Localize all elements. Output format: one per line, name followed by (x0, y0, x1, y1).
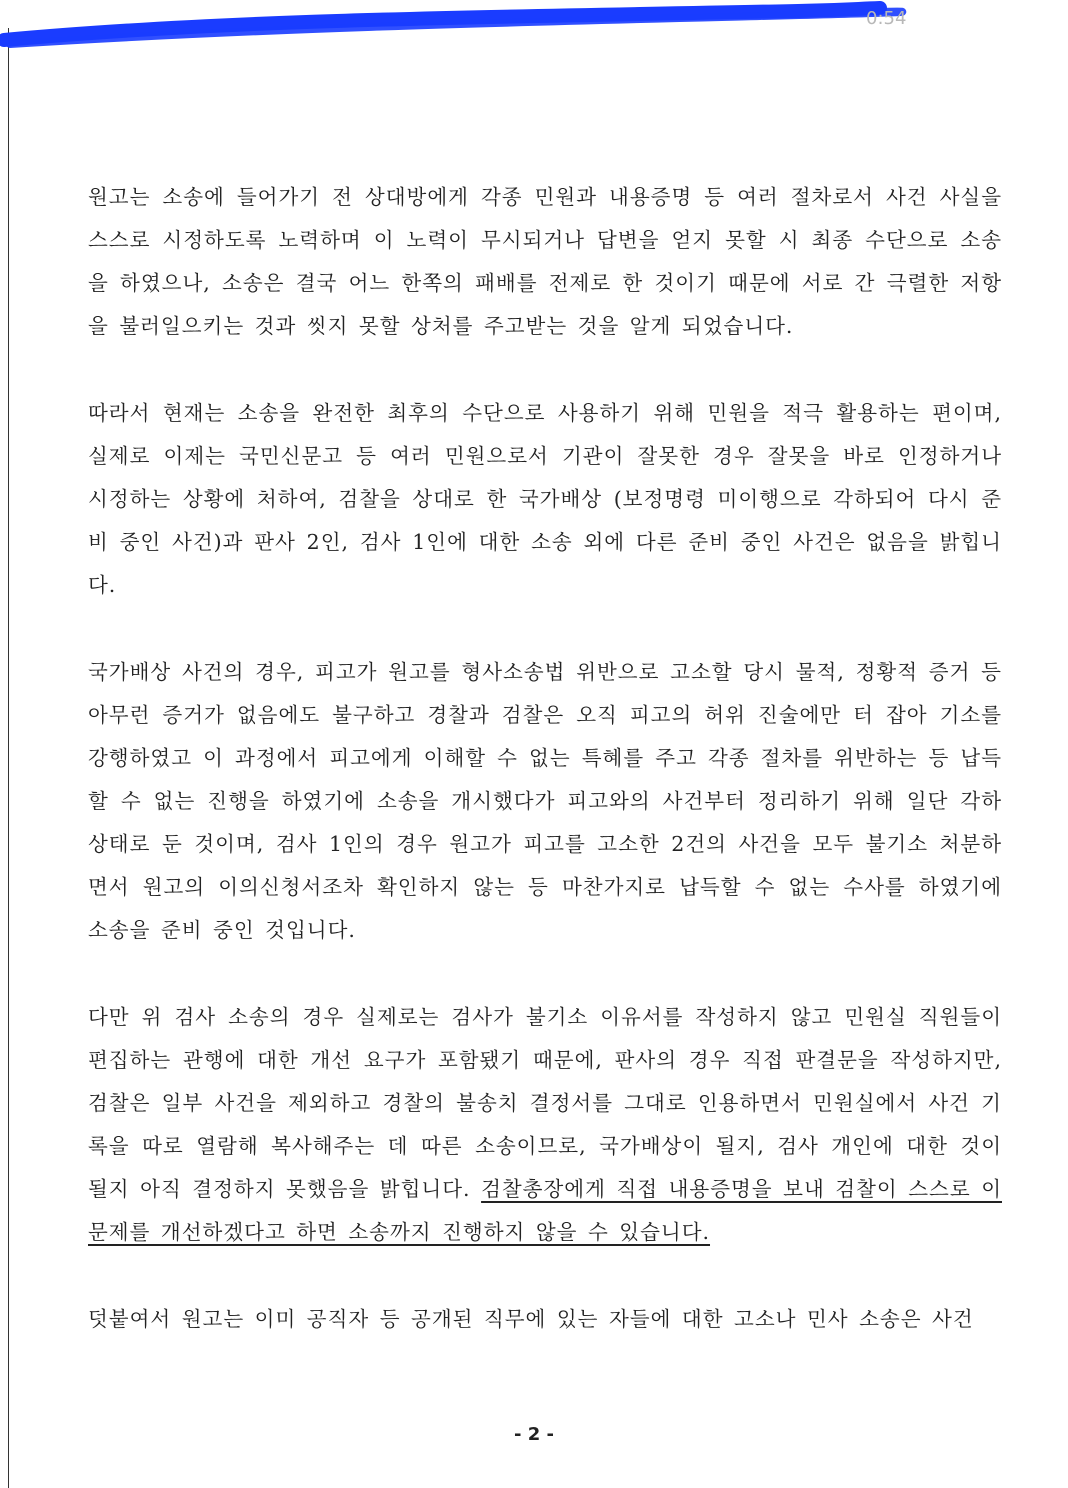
redaction-scribble (0, 0, 1068, 48)
document-body (88, 176, 1002, 1385)
paragraph-3: 국가배상 사건의 경우, 피고가 원고를 형사소송법 위반으로 고소할 당시 물적, 정황적 증거 등 아무런 증거가 없음에도 불구하고 경찰과 검찰은 오직 피고의 허위 진술에만 터 잡아 기소를 강행하였고 이 과정에서 피고에게 이해할 수 없는 특혜를 주고 각종 절차를 위반하는 등 납득할 수 없는 진행을 하였기에 소송을 개시했다가 피고와의 사건부터 정리하기 위해 일단 각하 상태로 둔 것이며, 검사 1인의 경우 원고가 피고를 고소한 2건의 사건을 모두 불기소 처분하면서 원고의 이의신청서조차 확인하지 않는 등 마찬가지로 납득할 수 없는 수사를 하였기에 소송을 준비 중인 것입니다. (88, 660, 1002, 942)
paragraph-4-underlined: 검찰총장에게 직접 내용증명을 보내 검찰이 스스로 이 문제를 개선하겠다고 하면 소송까지 진행하지 않을 수 있습니다. (88, 1177, 1002, 1244)
paragraph-4 (88, 996, 1002, 1254)
paragraph-2: 따라서 현재는 소송을 완전한 최후의 수단으로 사용하기 위해 민원을 적극 활용하는 편이며, 실제로 이제는 국민신문고 등 여러 민원으로서 기관이 잘못한 경우 잘못을 바로 인정하거나 시정하는 상황에 처하여, 검찰을 상대로 한 국가배상 (보정명령 미이행으로 각하되어 다시 준비 중인 사건)과 판사 2인, 검사 1인에 대한 소송 외에 다른 준비 중인 사건은 없음을 밝힙니다. (88, 401, 1002, 597)
paragraph-4-text: 다만 위 검사 소송의 경우 실제로는 검사가 불기소 이유서를 작성하지 않고 민원실 직원들이 편집하는 관행에 대한 개선 요구가 포함됐기 때문에, 판사의 경우 직접 판결문을 작성하지만, 검찰은 일부 사건을 제외하고 경찰의 불송치 결정서를 그대로 인용하면서 민원실에서 사건 기록을 따로 열람해 복사해주는 데 따른 소송이므로, 국가배상이 될지, 검사 개인에 대한 것이 될지 아직 결정하지 못했음을 밝힙니다. (88, 1005, 1002, 1201)
page-edge (8, 28, 9, 1488)
page-number: - 2 - (514, 1424, 554, 1445)
paragraph-5: 덧붙여서 원고는 이미 공직자 등 공개된 직무에 있는 자들에 대한 고소나 민사 소송은 사건 (88, 1307, 974, 1331)
header-time-residue: 0:54 (866, 8, 907, 29)
paragraph-1: 원고는 소송에 들어가기 전 상대방에게 각종 민원과 내용증명 등 여러 절차로서 사건 사실을 스스로 시정하도록 노력하며 이 노력이 무시되거나 답변을 얻지 못할 시 최종 수단으로 소송을 하였으나, 소송은 결국 어느 한쪽의 패배를 전제로 한 것이기 때문에 서로 간 극렬한 저항을 불러일으키는 것과 씻지 못할 상처를 주고받는 것을 알게 되었습니다. (88, 185, 1002, 338)
